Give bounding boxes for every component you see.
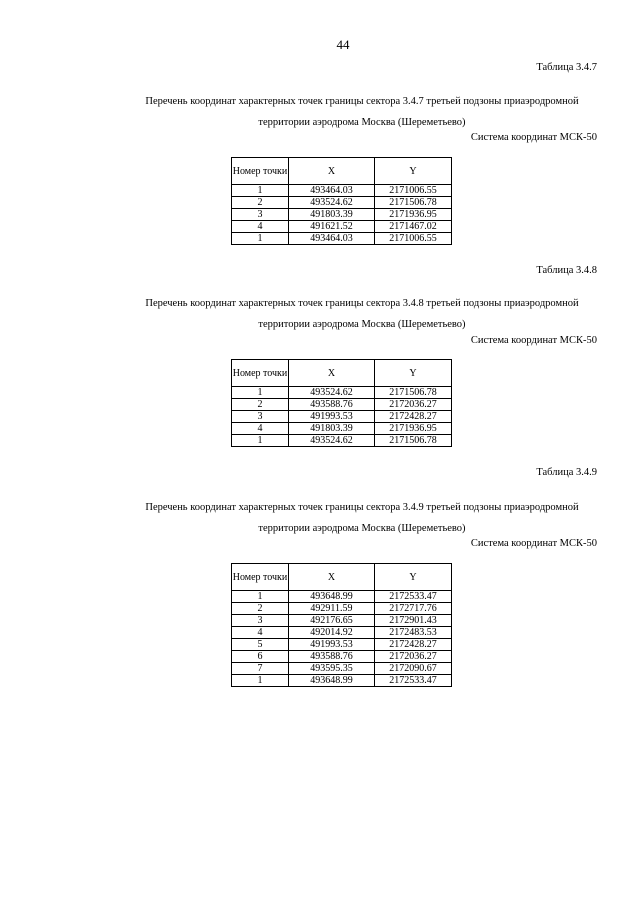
cell-y: 2171506.78 [375, 197, 452, 209]
cell-y: 2172090.67 [375, 663, 452, 675]
header-x: X [289, 564, 375, 591]
cell-point-number: 1 [232, 185, 289, 197]
cell-point-number: 2 [232, 399, 289, 411]
table-label: Таблица 3.4.9 [536, 467, 597, 478]
coord-system-label: Система координат МСК-50 [470, 132, 597, 143]
table-label: Таблица 3.4.8 [536, 265, 597, 276]
table-label: Таблица 3.4.7 [536, 62, 597, 73]
table-row [232, 411, 452, 423]
cell-x: 493524.62 [289, 435, 375, 447]
table-row [232, 603, 452, 615]
cell-x: 491993.53 [289, 639, 375, 651]
cell-y: 2172533.47 [375, 675, 452, 687]
caption-line: территории аэродрома Москва (Шереметьево) [258, 319, 466, 330]
cell-y: 2172036.27 [375, 651, 452, 663]
table-row [232, 615, 452, 627]
table-row [232, 185, 452, 197]
cell-point-number: 3 [232, 615, 289, 627]
cell-x: 492014.92 [289, 627, 375, 639]
cell-point-number: 4 [232, 423, 289, 435]
cell-x: 493588.76 [289, 651, 375, 663]
table-header-row [232, 360, 452, 387]
header-y: Y [375, 360, 452, 387]
table-row [232, 435, 452, 447]
table-caption [0, 293, 640, 335]
cell-y: 2172533.47 [375, 591, 452, 603]
caption-line: Перечень координат характерных точек границы сектора 3.4.8 третьей подзоны приаэродромной [145, 298, 579, 309]
table-row [232, 423, 452, 435]
cell-y: 2171467.02 [375, 221, 452, 233]
cell-point-number: 1 [232, 675, 289, 687]
cell-x: 491993.53 [289, 411, 375, 423]
coordinates-table [231, 359, 452, 447]
table-caption [0, 91, 640, 133]
table-row [232, 197, 452, 209]
table-row [232, 399, 452, 411]
cell-x: 493524.62 [289, 197, 375, 209]
cell-point-number: 4 [232, 221, 289, 233]
table-header-row [232, 158, 452, 185]
coordinates-table [231, 157, 452, 245]
coord-system-label: Система координат МСК-50 [470, 538, 597, 549]
cell-x: 491621.52 [289, 221, 375, 233]
cell-y: 2171506.78 [375, 435, 452, 447]
cell-point-number: 7 [232, 663, 289, 675]
caption-line: территории аэродрома Москва (Шереметьево) [258, 117, 466, 128]
table-header-row [232, 564, 452, 591]
table-row [232, 639, 452, 651]
cell-x: 492176.65 [289, 615, 375, 627]
cell-y: 2172428.27 [375, 411, 452, 423]
cell-point-number: 3 [232, 209, 289, 221]
cell-x: 493588.76 [289, 399, 375, 411]
cell-x: 491803.39 [289, 423, 375, 435]
cell-x: 492911.59 [289, 603, 375, 615]
table-row [232, 233, 452, 245]
table-row [232, 663, 452, 675]
cell-y: 2171006.55 [375, 233, 452, 245]
cell-x: 493464.03 [289, 233, 375, 245]
cell-x: 493595.35 [289, 663, 375, 675]
caption-line: территории аэродрома Москва (Шереметьево) [258, 523, 466, 534]
cell-y: 2171936.95 [375, 423, 452, 435]
cell-y: 2172717.76 [375, 603, 452, 615]
table-row [232, 221, 452, 233]
table-row [232, 651, 452, 663]
header-point-number: Номер точки [232, 360, 289, 387]
table-row [232, 209, 452, 221]
cell-y: 2172036.27 [375, 399, 452, 411]
cell-y: 2172428.27 [375, 639, 452, 651]
cell-point-number: 1 [232, 591, 289, 603]
table-caption [0, 497, 640, 539]
table-row [232, 591, 452, 603]
cell-x: 493648.99 [289, 675, 375, 687]
cell-y: 2171006.55 [375, 185, 452, 197]
cell-point-number: 2 [232, 603, 289, 615]
table-row [232, 675, 452, 687]
header-point-number: Номер точки [232, 158, 289, 185]
caption-line: Перечень координат характерных точек границы сектора 3.4.9 третьей подзоны приаэродромной [145, 502, 579, 513]
cell-point-number: 1 [232, 435, 289, 447]
cell-point-number: 1 [232, 233, 289, 245]
table-row [232, 627, 452, 639]
header-x: X [289, 158, 375, 185]
coordinates-table [231, 563, 452, 687]
cell-point-number: 6 [232, 651, 289, 663]
header-y: Y [375, 564, 452, 591]
header-y: Y [375, 158, 452, 185]
cell-point-number: 4 [232, 627, 289, 639]
cell-x: 493524.62 [289, 387, 375, 399]
cell-x: 493464.03 [289, 185, 375, 197]
cell-y: 2171936.95 [375, 209, 452, 221]
cell-y: 2171506.78 [375, 387, 452, 399]
cell-x: 493648.99 [289, 591, 375, 603]
cell-x: 491803.39 [289, 209, 375, 221]
cell-point-number: 1 [232, 387, 289, 399]
cell-point-number: 5 [232, 639, 289, 651]
caption-line: Перечень координат характерных точек границы сектора 3.4.7 третьей подзоны приаэродромной [145, 96, 579, 107]
cell-y: 2172483.53 [375, 627, 452, 639]
header-point-number: Номер точки [232, 564, 289, 591]
coord-system-label: Система координат МСК-50 [470, 335, 597, 346]
cell-y: 2172901.43 [375, 615, 452, 627]
table-row [232, 387, 452, 399]
cell-point-number: 2 [232, 197, 289, 209]
page-number: 44 [336, 37, 350, 52]
cell-point-number: 3 [232, 411, 289, 423]
header-x: X [289, 360, 375, 387]
